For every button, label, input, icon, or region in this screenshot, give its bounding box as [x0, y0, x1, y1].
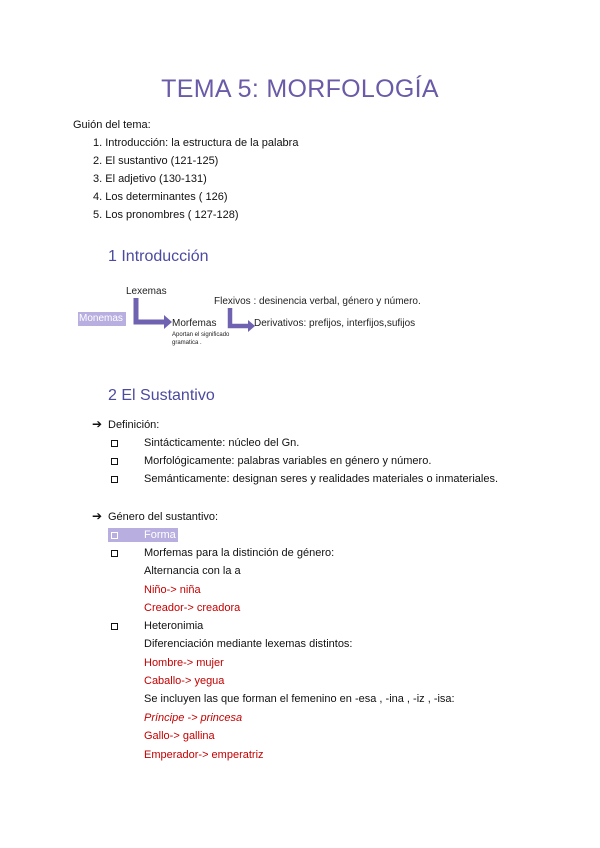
arrow-bullet-icon: ➔ — [92, 417, 103, 431]
arrow-bullet-icon: ➔ — [92, 509, 103, 523]
checkbox-bullet-icon — [111, 458, 118, 465]
diagram-morfemas: Morfemas — [172, 318, 217, 329]
diagram-lexemas: Lexemas — [126, 286, 167, 297]
diagram-morfemas-note: Aportan el significado — [172, 332, 230, 338]
checkbox-bullet-icon — [111, 623, 118, 630]
example-text: Creador-> creadora — [144, 602, 241, 614]
example-text: Gallo-> gallina — [144, 730, 215, 742]
branch-arrow-icon — [224, 306, 258, 334]
example-text: Hombre-> mujer — [144, 657, 224, 669]
definicion-item: Semánticamente: designan seres y realidades materiales o inmateriales. — [144, 473, 499, 485]
forma-label: Forma — [144, 529, 176, 541]
page-title: TEMA 5: MORFOLOGÍA — [161, 75, 439, 103]
checkbox-bullet-icon — [111, 476, 118, 483]
definicion-item: Morfológicamente: palabras variables en género y número. — [144, 455, 432, 467]
example-text: Príncipe -> princesa — [144, 712, 243, 724]
diagram-monemas: Monemas — [79, 313, 123, 324]
example-text: Niño-> niña — [144, 584, 201, 596]
diagram-flexivos: Flexivos : desinencia verbal, género y número. — [214, 296, 421, 307]
example-text: Emperador-> emperatriz — [144, 749, 264, 761]
checkbox-bullet-icon — [111, 550, 118, 557]
diagram-derivativos: Derivativos: prefijos, interfijos,sufijos — [254, 318, 416, 329]
alternancia-text: Alternancia con la a — [144, 565, 241, 577]
example-text: Caballo-> yegua — [144, 675, 225, 687]
outline-item: 3. El adjetivo (130-131) — [93, 173, 207, 185]
diagram-morfemas-note: gramatica . — [172, 340, 202, 346]
heteronimia-label: Heteronimia — [144, 620, 204, 632]
morfemas-label: Morfemas para la distinción de género: — [144, 547, 335, 559]
outline-item: 2. El sustantivo (121-125) — [93, 155, 219, 167]
checkbox-bullet-icon — [111, 440, 118, 447]
outline-label: Guión del tema: — [73, 119, 151, 131]
diferenciacion-text: Diferenciación mediante lexemas distintos: — [144, 638, 353, 650]
definicion-label: Definición: — [108, 419, 160, 431]
outline-item: 1. Introducción: la estructura de la palabra — [93, 137, 299, 149]
definicion-item: Sintácticamente: núcleo del Gn. — [144, 437, 300, 449]
outline-item: 4. Los determinantes ( 126) — [93, 191, 228, 203]
outline-item: 5. Los pronombres ( 127-128) — [93, 209, 239, 221]
genero-label: Género del sustantivo: — [108, 511, 219, 523]
section-heading-sustantivo: 2 El Sustantivo — [108, 387, 215, 404]
checkbox-bullet-icon — [111, 532, 118, 539]
incluyen-text: Se incluyen las que forman el femenino en -esa , -ina , -iz , -isa: — [144, 693, 455, 705]
branch-arrow-icon — [130, 296, 174, 332]
section-heading-introduccion: 1 Introducción — [108, 248, 209, 265]
